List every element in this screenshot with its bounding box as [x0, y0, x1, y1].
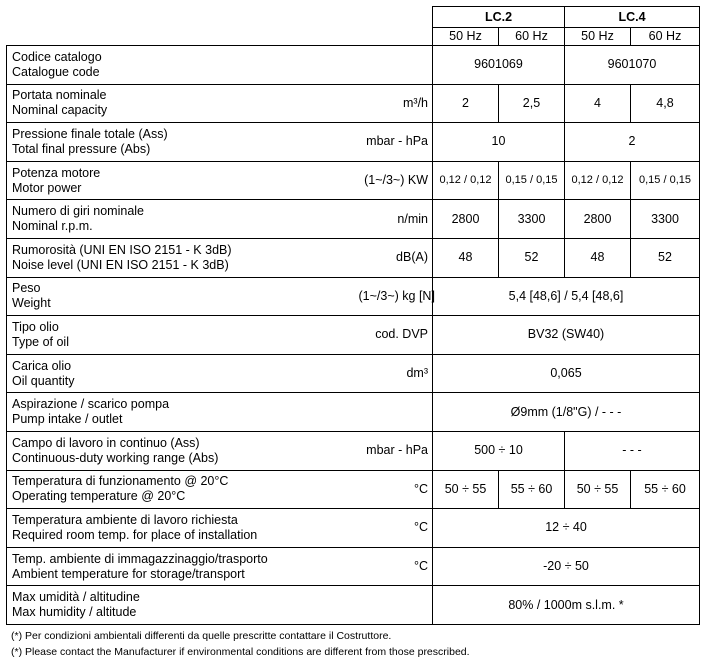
value-cell: BV32 (SW40): [433, 316, 700, 355]
spec-row: [7, 123, 700, 162]
parameter-name-en: Oil quantity: [12, 373, 75, 388]
parameter-name-en: Operating temperature @ 20°C: [12, 489, 186, 504]
unit-label: m³/h: [359, 84, 433, 123]
spec-row: [7, 509, 700, 548]
value-cell: 2: [433, 84, 499, 123]
spec-row: [7, 393, 700, 432]
unit-label: °C: [359, 470, 433, 509]
parameter-name-en: Noise level (UNI EN ISO 2151 - K 3dB): [12, 257, 229, 272]
parameter-name-en: Nominal r.p.m.: [12, 219, 93, 234]
parameter-label: [7, 393, 359, 432]
spec-row: [7, 238, 700, 277]
value-cell: 52: [631, 238, 700, 277]
parameter-name-en: Nominal capacity: [12, 103, 108, 118]
value-cell: 0,15 / 0,15: [499, 161, 565, 200]
value-cell: - - -: [565, 431, 700, 470]
parameter-name-it: Pressione finale totale (Ass): [12, 126, 168, 141]
spec-table: [6, 6, 700, 625]
value-cell: 2: [565, 123, 700, 162]
value-cell: 50 ÷ 55: [565, 470, 631, 509]
value-cell: 0,12 / 0,12: [565, 161, 631, 200]
value-cell: -20 ÷ 50: [433, 547, 700, 586]
parameter-label: [7, 84, 359, 123]
parameter-name-it: Temperatura ambiente di lavoro richiesta: [12, 512, 238, 527]
footnote-en: (*) Please contact the Manufacturer if environmental conditions are different from those prescribed.: [11, 646, 470, 658]
parameter-label: [7, 547, 359, 586]
value-cell: 500 ÷ 10: [433, 431, 565, 470]
unit-label: °C: [359, 509, 433, 548]
parameter-name-it: Carica olio: [12, 358, 72, 373]
parameter-label: [7, 238, 359, 277]
spec-row: [7, 586, 700, 625]
spec-row: [7, 161, 700, 200]
model-header-row: [7, 7, 700, 28]
spec-row: [7, 354, 700, 393]
unit-label: (1~/3~) kg [N]: [359, 277, 433, 316]
model-lc2: LC.2: [433, 7, 565, 28]
value-cell: 12 ÷ 40: [433, 509, 700, 548]
unit-label: (1~/3~) KW: [359, 161, 433, 200]
parameter-name-en: Max humidity / altitude: [12, 605, 137, 620]
unit-label: cod. DVP: [359, 316, 433, 355]
parameter-name-en: Type of oil: [12, 334, 69, 349]
value-cell: Ø9mm (1/8"G) / - - -: [433, 393, 700, 432]
value-cell: 52: [499, 238, 565, 277]
parameter-name-it: Numero di giri nominale: [12, 204, 145, 219]
parameter-label: [7, 277, 359, 316]
parameter-name-it: Tipo olio: [12, 319, 59, 334]
value-cell: 80% / 1000m s.l.m. *: [433, 586, 700, 625]
value-cell: 48: [433, 238, 499, 277]
parameter-name-it: Aspirazione / scarico pompa: [12, 397, 170, 412]
footnote-it: (*) Per condizioni ambientali differenti da quelle prescritte contattare il Costruttore.: [11, 630, 392, 642]
value-cell: 55 ÷ 60: [631, 470, 700, 509]
spec-row: [7, 316, 700, 355]
spec-row: [7, 277, 700, 316]
spec-row: [7, 46, 700, 85]
spec-row: [7, 84, 700, 123]
parameter-name-it: Campo di lavoro in continuo (Ass): [12, 435, 200, 450]
spec-row: [7, 200, 700, 239]
unit-label: mbar - hPa: [359, 431, 433, 470]
value-cell: 10: [433, 123, 565, 162]
parameter-name-it: Rumorosità (UNI EN ISO 2151 - K 3dB): [12, 242, 232, 257]
parameter-label: [7, 123, 359, 162]
parameter-name-it: Temperatura di funzionamento @ 20°C: [12, 474, 229, 489]
unit-label: mbar - hPa: [359, 123, 433, 162]
parameter-name-en: Ambient temperature for storage/transport: [12, 566, 245, 581]
freq-lc2-50hz: 50 Hz: [433, 28, 499, 46]
parameter-name-en: Continuous-duty working range (Abs): [12, 450, 219, 465]
spec-row: [7, 547, 700, 586]
value-cell: 0,15 / 0,15: [631, 161, 700, 200]
freq-lc4-60hz: 60 Hz: [631, 28, 700, 46]
spec-row: [7, 470, 700, 509]
value-cell: 0,12 / 0,12: [433, 161, 499, 200]
model-lc4: LC.4: [565, 7, 700, 28]
parameter-label: [7, 316, 359, 355]
value-cell: 9601069: [433, 46, 565, 85]
unit-label: dm³: [359, 354, 433, 393]
value-cell: 2800: [565, 200, 631, 239]
parameter-name-en: Required room temp. for place of installation: [12, 527, 258, 542]
value-cell: 4,8: [631, 84, 700, 123]
parameter-label: [7, 431, 359, 470]
parameter-name-en: Catalogue code: [12, 64, 100, 79]
parameter-name-en: Weight: [12, 296, 51, 311]
value-cell: 5,4 [48,6] / 5,4 [48,6]: [433, 277, 700, 316]
unit-label: [359, 393, 433, 432]
value-cell: 48: [565, 238, 631, 277]
value-cell: 3300: [499, 200, 565, 239]
parameter-name-it: Potenza motore: [12, 165, 101, 180]
unit-label: [359, 46, 433, 85]
value-cell: 55 ÷ 60: [499, 470, 565, 509]
parameter-label: [7, 161, 359, 200]
unit-label: n/min: [359, 200, 433, 239]
value-cell: 4: [565, 84, 631, 123]
parameter-label: [7, 509, 359, 548]
parameter-label: [7, 470, 359, 509]
freq-lc4-50hz: 50 Hz: [565, 28, 631, 46]
unit-label: dB(A): [359, 238, 433, 277]
spec-row: [7, 431, 700, 470]
footnotes: [11, 628, 470, 660]
parameter-name-en: Pump intake / outlet: [12, 412, 123, 427]
value-cell: 2800: [433, 200, 499, 239]
parameter-name-it: Peso: [12, 281, 41, 296]
value-cell: 0,065: [433, 354, 700, 393]
parameter-name-it: Codice catalogo: [12, 49, 102, 64]
parameter-name-it: Max umidità / altitudine: [12, 590, 140, 605]
parameter-label: [7, 46, 359, 85]
parameter-name-it: Portata nominale: [12, 88, 107, 103]
value-cell: 50 ÷ 55: [433, 470, 499, 509]
value-cell: 3300: [631, 200, 700, 239]
parameter-name-it: Temp. ambiente di immagazzinaggio/trasporto: [12, 551, 268, 566]
freq-lc2-60hz: 60 Hz: [499, 28, 565, 46]
header-spacer: [7, 7, 433, 46]
value-cell: 2,5: [499, 84, 565, 123]
unit-label: [359, 586, 433, 625]
value-cell: 9601070: [565, 46, 700, 85]
parameter-name-en: Motor power: [12, 180, 82, 195]
parameter-label: [7, 354, 359, 393]
parameter-label: [7, 586, 359, 625]
parameter-label: [7, 200, 359, 239]
parameter-name-en: Total final pressure (Abs): [12, 141, 151, 156]
unit-label: °C: [359, 547, 433, 586]
